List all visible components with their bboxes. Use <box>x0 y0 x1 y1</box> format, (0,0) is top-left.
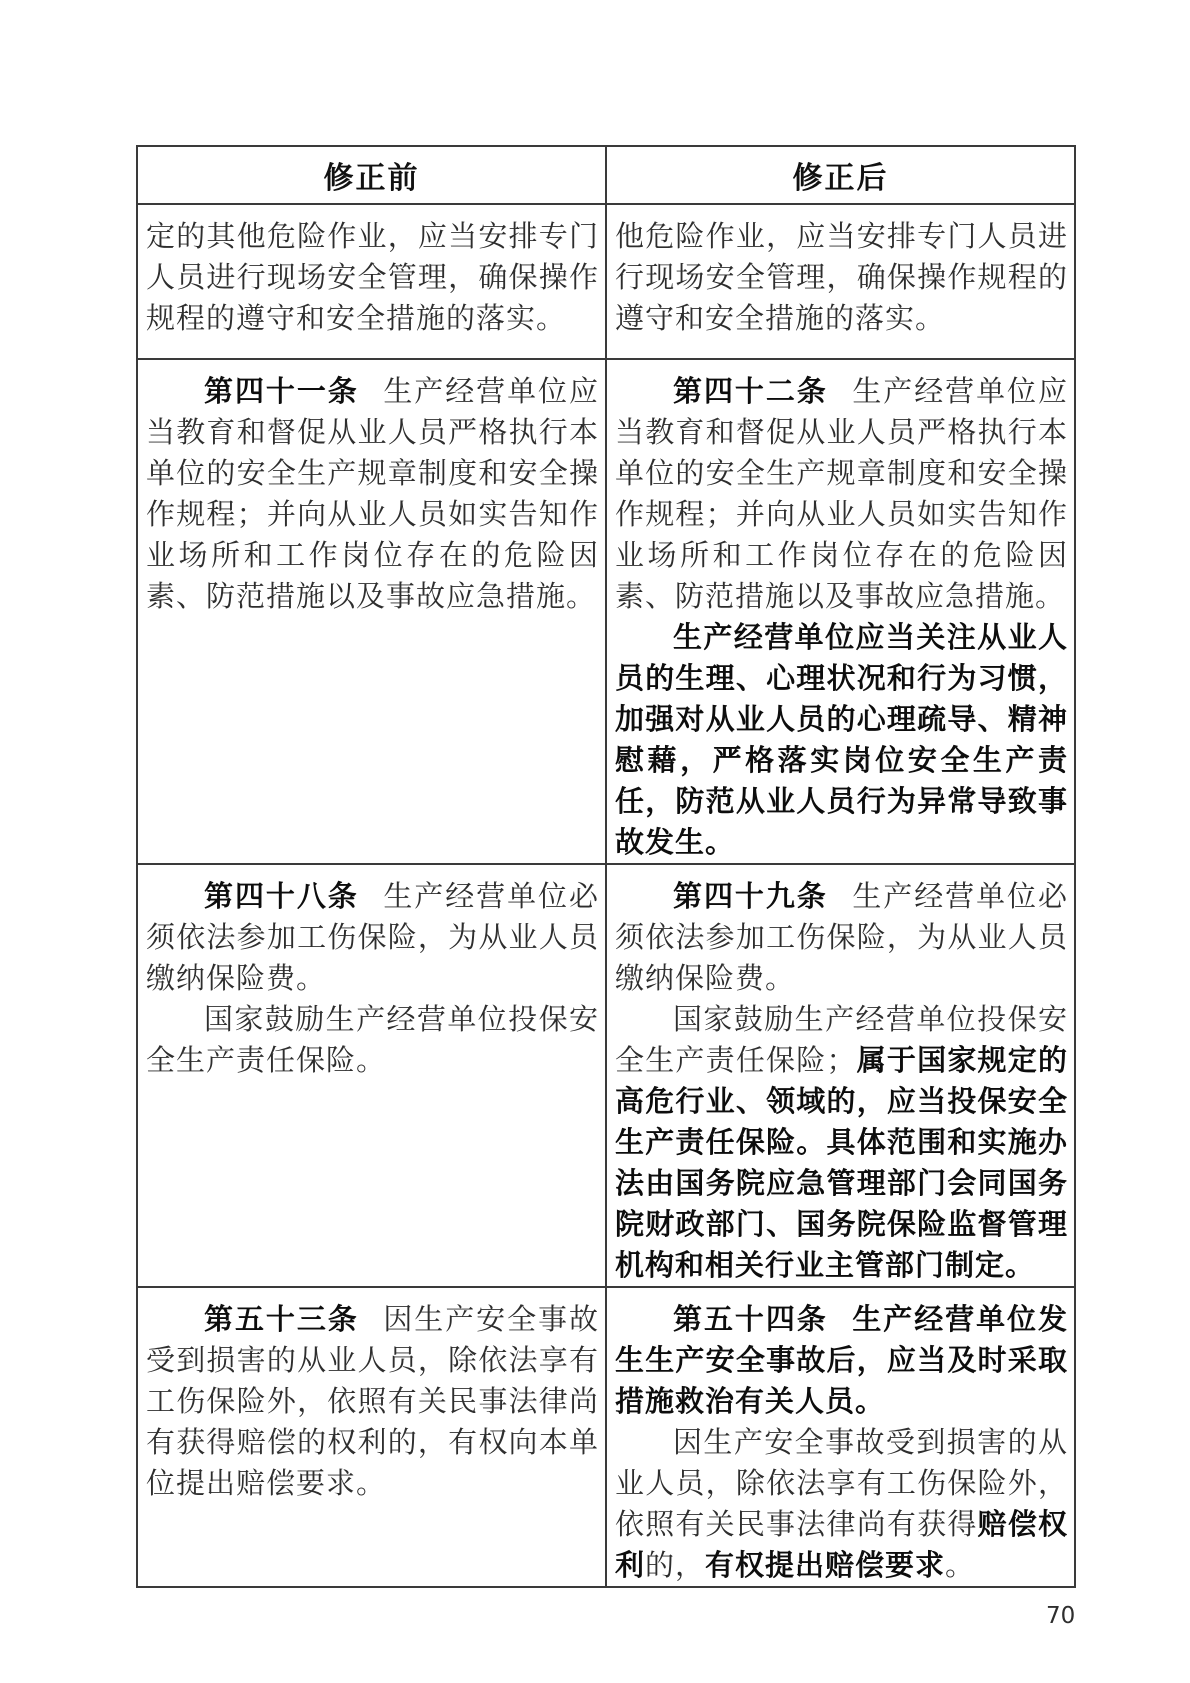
table-row <box>137 359 1075 864</box>
text-run: 生产经营单位应当教育和督促从业人员严格执行本单位的安全生产规章制度和安全操作规程；并向从业人员如实告知作业场所和工作岗位存在的危险因素、防范措施以及事故应急措施。 <box>615 374 1068 613</box>
article-number: 第五十四条 <box>673 1302 828 1336</box>
paragraph <box>146 1299 599 1504</box>
text-run: 他危险作业，应当安排专门人员进行现场安全管理，确保操作规程的遵守和安全措施的落实。 <box>615 219 1068 335</box>
text-run: 生产经营单位必须依法参加工伤保险，为从业人员缴纳保险费。 <box>615 879 1068 995</box>
cell-before <box>137 864 606 1287</box>
table-header-after: 修正后 <box>606 146 1075 204</box>
text-run: 生产经营单位应当教育和督促从业人员严格执行本单位的安全生产规章制度和安全操作规程；并向从业人员如实告知作业场所和工作岗位存在的危险因素、防范措施以及事故应急措施。 <box>146 374 599 613</box>
paragraph <box>615 876 1068 999</box>
text-run-bold: 属于国家规定的高危行业、领域的，应当投保安全生产责任保险。具体范围和实施办法由国务院应急管理部门会同国务院财政部门、国务院保险监督管理机构和相关行业主管部门制定。 <box>615 1043 1068 1282</box>
table-row <box>137 1287 1075 1587</box>
cell-before <box>137 204 606 359</box>
text-run: 国家鼓励生产经营单位投保安全生产责任保险； <box>615 1002 1068 1077</box>
text-run: 因生产安全事故受到损害的从业人员，除依法享有工伤保险外，依照有关民事法律尚有获得赔偿的权利的，有权向本单位提出赔偿要求。 <box>146 1302 599 1500</box>
text-run: 的， <box>645 1548 706 1582</box>
paragraph <box>146 999 599 1081</box>
article-number: 第四十一条 <box>204 374 359 408</box>
article-number: 第四十九条 <box>673 879 828 913</box>
paragraph-new-provision <box>615 1299 1068 1422</box>
table-header-row <box>137 146 1075 204</box>
paragraph <box>615 371 1068 617</box>
cell-after <box>606 359 1075 864</box>
text-run-bold: 赔偿权利 <box>615 1507 1068 1582</box>
paragraph <box>615 999 1068 1286</box>
article-number: 第四十八条 <box>204 879 359 913</box>
cell-after <box>606 864 1075 1287</box>
article-number: 第四十二条 <box>673 374 828 408</box>
paragraph <box>615 1422 1068 1586</box>
text-run: 因生产安全事故受到损害的从业人员，除依法享有工伤保险外，依照有关民事法律尚有获得 <box>615 1425 1068 1541</box>
text-run-bold: 生产经营单位应当关注从业人员的生理、心理状况和行为习惯，加强对从业人员的心理疏导、精神慰藉，严格落实岗位安全生产责任，防范从业人员行为异常导致事故发生。 <box>615 620 1068 859</box>
paragraph <box>146 216 599 339</box>
text-run-bold: 有权提出赔偿要求 <box>705 1548 946 1582</box>
text-run-bold: 生产经营单位发生生产安全事故后，应当及时采取措施救治有关人员。 <box>615 1302 1068 1418</box>
table-header-before: 修正前 <box>137 146 606 204</box>
table-row <box>137 204 1075 359</box>
cell-after <box>606 1287 1075 1587</box>
paragraph <box>146 371 599 617</box>
cell-after <box>606 204 1075 359</box>
cell-before <box>137 1287 606 1587</box>
cell-before <box>137 359 606 864</box>
page-number: 70 <box>1046 1603 1076 1629</box>
text-run: 国家鼓励生产经营单位投保安全生产责任保险。 <box>146 1002 599 1077</box>
paragraph-new-provision <box>615 617 1068 863</box>
paragraph <box>615 216 1068 339</box>
text-run: 定的其他危险作业，应当安排专门人员进行现场安全管理，确保操作规程的遵守和安全措施的落实。 <box>146 219 599 335</box>
paragraph <box>146 876 599 999</box>
article-number: 第五十三条 <box>204 1302 359 1336</box>
table-row <box>137 864 1075 1287</box>
text-run: 。 <box>945 1548 976 1582</box>
amendment-comparison-table <box>136 145 1076 1588</box>
text-run: 生产经营单位必须依法参加工伤保险，为从业人员缴纳保险费。 <box>146 879 599 995</box>
